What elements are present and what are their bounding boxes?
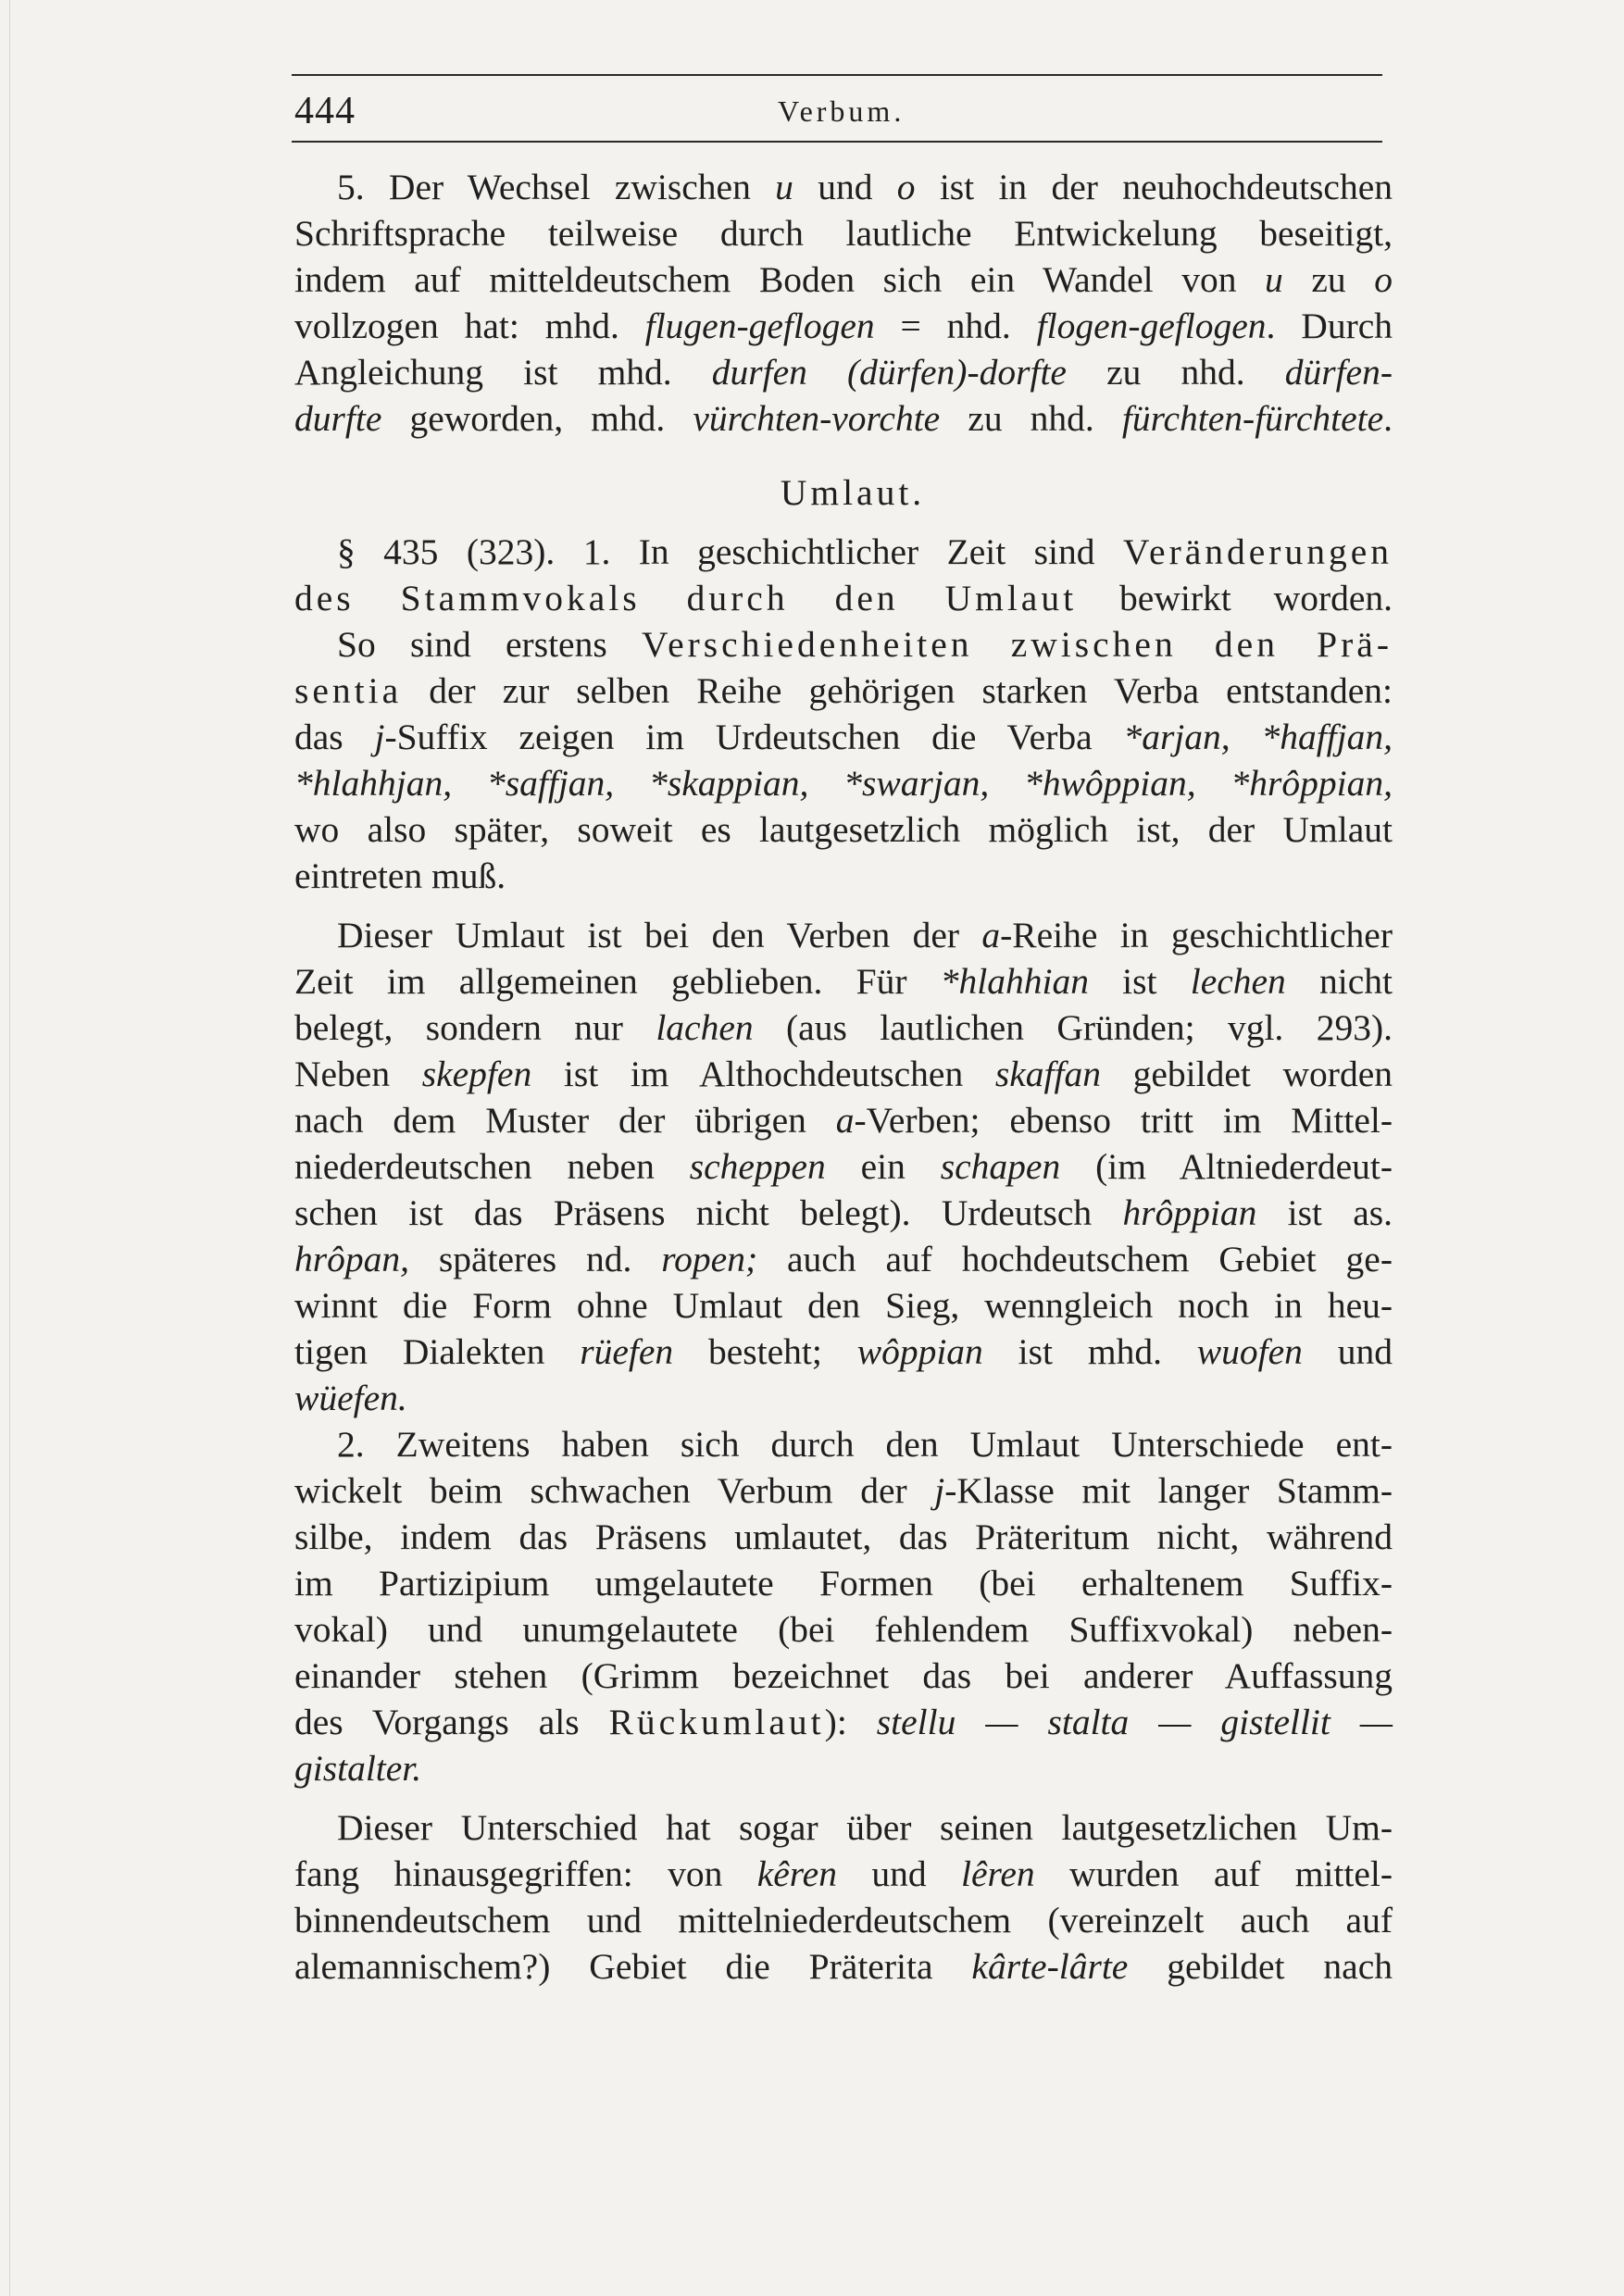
spacer: [294, 442, 1393, 469]
text-line: wo also später, soweit es lautgesetzlich möglich ist, der Umlaut: [294, 809, 1393, 850]
text-line: schen ist das Präsens nicht belegt). Urdeutsch hrôppian ist as.: [294, 1192, 1393, 1233]
text-line: sentia der zur selben Reihe gehörigen starken Verba entstanden:: [294, 670, 1393, 711]
text-line: So sind erstens Verschiedenheiten zwischen den Prä-: [337, 624, 1393, 665]
page-number: 444: [294, 90, 356, 132]
text-line: § 435 (323). 1. In geschichtlicher Zeit sind Veränderungen: [337, 531, 1393, 572]
text-line: niederdeutschen neben scheppen ein schapen (im Altniederdeut-: [294, 1146, 1393, 1187]
text-line: Zeit im allgemeinen geblieben. Für *hlahhian ist lechen nicht: [294, 961, 1393, 1002]
text-line: Dieser Umlaut ist bei den Verben der a-Reihe in geschichtlicher: [337, 915, 1393, 955]
body-text: [294, 164, 1393, 1990]
header-rule-bottom: [292, 141, 1382, 143]
text-line: vokal) und unumgelautete (bei fehlendem Suffixvokal) neben-: [294, 1609, 1393, 1650]
text-line: Dieser Unterschied hat sogar über seinen lautgesetzlichen Um-: [337, 1807, 1393, 1848]
running-head: Verbum.: [778, 94, 906, 128]
scan-edge: [9, 0, 10, 2296]
text-line: das j-Suffix zeigen im Urdeutschen die Verba *arjan, *haffjan,: [294, 717, 1393, 757]
text-line: 2. Zweitens haben sich durch den Umlaut Unterschiede ent-: [337, 1424, 1393, 1465]
text-line: des Vorgangs als Rückumlaut): stellu — stalta — gistellit —: [294, 1702, 1393, 1742]
text-line: silbe, indem das Präsens umlautet, das Präteritum nicht, während: [294, 1516, 1393, 1557]
text-line: indem auf mitteldeutschem Boden sich ein Wandel von u zu o: [294, 259, 1393, 300]
section-heading: Umlaut.: [780, 472, 926, 513]
spacer: [294, 1791, 1393, 1804]
text-line: eintreten muß.: [294, 855, 506, 896]
text-line: Neben skepfen ist im Althochdeutschen skaffan gebildet worden: [294, 1054, 1393, 1094]
text-line: 5. Der Wechsel zwischen u und o ist in der neuhochdeutschen: [337, 167, 1393, 207]
text-line: vollzogen hat: mhd. flugen-geflogen = nhd. flogen-geflogen. Durch: [294, 306, 1393, 346]
text-line: Schriftsprache teilweise durch lautliche Entwickelung beseitigt,: [294, 213, 1393, 254]
text-line: winnt die Form ohne Umlaut den Sieg, wenngleich noch in heu-: [294, 1285, 1393, 1326]
text-line: gistalter.: [294, 1748, 422, 1789]
text-line: einander stehen (Grimm bezeichnet das bei anderer Auffassung: [294, 1655, 1393, 1696]
text-line: tigen Dialekten rüefen besteht; wôppian ist mhd. wuofen und: [294, 1331, 1393, 1372]
spacer: [294, 899, 1393, 912]
text-line: des Stammvokals durch den Umlaut bewirkt worden.: [294, 578, 1393, 618]
text-line: durfte geworden, mhd. vürchten-vorchte zu nhd. fürchten-fürchtete.: [294, 398, 1393, 439]
text-line: wickelt beim schwachen Verbum der j-Klasse mit langer Stamm-: [294, 1470, 1393, 1511]
text-line: belegt, sondern nur lachen (aus lautlichen Gründen; vgl. 293).: [294, 1007, 1393, 1048]
text-line: nach dem Muster der übrigen a-Verben; ebenso tritt im Mittel-: [294, 1100, 1393, 1141]
text-line: Angleichung ist mhd. durfen (dürfen)-dorfte zu nhd. dürfen-: [294, 352, 1393, 393]
text-line: fang hinausgegriffen: von kêren und lêren wurden auf mittel-: [294, 1853, 1393, 1894]
text-line: im Partizipium umgelautete Formen (bei erhaltenem Suffix-: [294, 1563, 1393, 1603]
text-line: hrôpan, späteres nd. ropen; auch auf hochdeutschem Gebiet ge-: [294, 1239, 1393, 1279]
header-rule-top: [292, 74, 1382, 76]
text-line: wüefen.: [294, 1378, 407, 1418]
spacer: [294, 516, 1393, 529]
text-line: *hlahhjan, *saffjan, *skappian, *swarjan, *hwôppian, *hrôppian,: [294, 763, 1393, 804]
text-line: alemannischem?) Gebiet die Präterita kârte-lârte gebildet nach: [294, 1946, 1393, 1987]
text-line: binnendeutschem und mittelniederdeutschem (vereinzelt auch auf: [294, 1900, 1393, 1940]
